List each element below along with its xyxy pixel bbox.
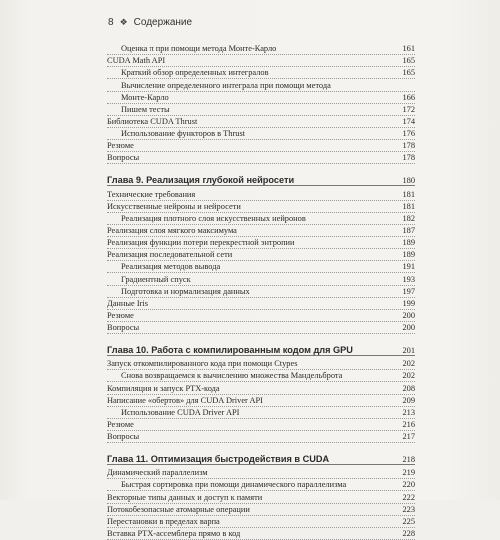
toc-entry-title: Библиотека CUDA Thrust	[107, 116, 198, 126]
toc-entry-title: Быстрая сортировка при помощи динамического параллелизма	[121, 480, 347, 490]
toc-entry[interactable]	[107, 516, 415, 528]
toc-entry[interactable]	[107, 467, 415, 479]
toc-entry[interactable]	[107, 479, 415, 491]
toc-entry-page: 216	[402, 419, 415, 429]
toc-entry-page: 208	[402, 383, 415, 393]
toc-entry-page: 217	[402, 432, 415, 442]
toc-entry[interactable]	[107, 491, 415, 503]
toc-entry[interactable]	[107, 358, 415, 370]
toc-entry-page: 189	[402, 250, 415, 260]
toc-entry-title: Потокобезопасные атомарные операции	[107, 504, 250, 514]
toc-entry-page: 200	[402, 310, 415, 320]
chapter-heading[interactable]	[107, 172, 415, 186]
chapter-heading[interactable]	[107, 451, 415, 465]
toc-entry-title: Реализация методов вывода	[121, 262, 221, 272]
toc-entry-page: 213	[402, 407, 415, 417]
toc-entry-page: 166	[402, 92, 415, 102]
chapter-page-number: 218	[402, 455, 415, 465]
chapter-heading[interactable]	[107, 342, 415, 356]
toc-entry[interactable]	[107, 225, 415, 237]
toc-entry[interactable]	[107, 43, 415, 55]
toc-entry-title: Данные Iris	[107, 298, 148, 308]
toc-entry-page: 202	[402, 371, 415, 381]
chapter-title: Глава 9. Реализация глубокой нейросети	[107, 175, 295, 186]
toc-entry-title: Реализация плотного слоя искусственных нейронов	[121, 213, 306, 223]
toc-entry[interactable]	[107, 370, 415, 382]
chapter-page-number: 180	[402, 176, 415, 186]
toc-entry-page: 222	[402, 492, 415, 502]
toc-entry-page: 181	[402, 201, 415, 211]
toc-entry[interactable]	[107, 419, 415, 431]
toc-entry-page: 187	[402, 225, 415, 235]
toc-entry-title: Использование функторов в Thrust	[121, 129, 246, 139]
toc-entry-page: 174	[402, 116, 415, 126]
toc-entry-page: 219	[402, 468, 415, 478]
toc-entry-title: Реализация последовательной сети	[107, 250, 233, 260]
toc-entry[interactable]	[107, 116, 415, 128]
toc-entry-page: 200	[402, 323, 415, 333]
toc-entry-page: 228	[402, 528, 415, 538]
toc-entry-title: Резюме	[107, 141, 134, 151]
chapter-page-number: 201	[402, 346, 415, 356]
table-of-contents	[107, 43, 415, 540]
toc-entry[interactable]	[107, 79, 415, 91]
toc-entry-title: Вычисление определенного интеграла при помощи метода	[121, 80, 331, 90]
toc-entry-title: Написание «обертов» для CUDA Driver API	[107, 395, 263, 405]
toc-entry-title: Вопросы	[107, 323, 140, 333]
toc-entry[interactable]	[107, 407, 415, 419]
toc-entry-title: Пишем тесты	[121, 104, 170, 114]
toc-entry-page: 165	[402, 68, 415, 78]
toc-entry[interactable]	[107, 201, 415, 213]
toc-entry[interactable]	[107, 213, 415, 225]
toc-entry-page: 178	[402, 141, 415, 151]
toc-entry-title: Вопросы	[107, 153, 140, 163]
toc-entry[interactable]	[107, 273, 415, 285]
toc-entry-page: 225	[402, 516, 415, 526]
toc-entry[interactable]	[107, 104, 415, 116]
toc-entry-page: 181	[402, 189, 415, 199]
toc-entry-page: 199	[402, 298, 415, 308]
toc-entry-title: Вставка PTX-ассемблера прямо в код	[107, 528, 241, 538]
page-number: 8	[108, 17, 114, 28]
toc-entry[interactable]	[107, 128, 415, 140]
toc-entry-title: Монте-Карло	[121, 92, 169, 102]
toc-entry[interactable]	[107, 431, 415, 443]
toc-entry[interactable]	[107, 286, 415, 298]
toc-entry[interactable]	[107, 67, 415, 79]
toc-entry-title: Перестановки в пределах варпа	[107, 516, 220, 526]
toc-entry-title: Реализация слоя мягкого максимума	[107, 225, 237, 235]
toc-entry-title: Динамический параллелизм	[107, 468, 208, 478]
toc-entry[interactable]	[107, 237, 415, 249]
toc-entry[interactable]	[107, 92, 415, 104]
toc-entry-title: Вопросы	[107, 432, 140, 442]
toc-entry-page: 193	[402, 274, 415, 284]
toc-entry-page: 197	[402, 286, 415, 296]
toc-entry-title: Компиляция и запуск PTX-кода	[107, 383, 220, 393]
toc-entry-title: Резюме	[107, 310, 134, 320]
toc-entry-page: 165	[402, 56, 415, 66]
toc-entry[interactable]	[107, 188, 415, 200]
toc-entry-title: Резюме	[107, 419, 134, 429]
toc-entry-page: 209	[402, 395, 415, 405]
toc-entry[interactable]	[107, 382, 415, 394]
toc-entry[interactable]	[107, 504, 415, 516]
toc-entry-title: Использование CUDA Driver API	[121, 407, 240, 417]
toc-entry-title: Подготовка и нормализация данных	[121, 286, 250, 296]
chapter-title: Глава 11. Оптимизация быстродействия в CUDA	[107, 454, 330, 465]
toc-entry-page: 223	[402, 504, 415, 514]
toc-entry[interactable]	[107, 55, 415, 67]
toc-entry[interactable]	[107, 249, 415, 261]
toc-entry-title: Искусственные нейроны и нейросети	[107, 201, 241, 211]
toc-entry-page: 191	[402, 262, 415, 272]
toc-entry-page: 220	[402, 480, 415, 490]
toc-entry-title: Технические требования	[107, 189, 196, 199]
toc-entry-title: Краткий обзор определенных интегралов	[121, 68, 269, 78]
toc-entry-page: 202	[402, 359, 415, 369]
toc-entry-title: Снова возвращаемся к вычислению множества Мандельброта	[121, 371, 343, 381]
toc-entry-title: Оценка π при помощи метода Монте-Карло	[121, 44, 277, 54]
toc-entry-page: 161	[402, 44, 415, 54]
toc-entry[interactable]	[107, 152, 415, 164]
toc-entry[interactable]	[107, 298, 415, 310]
toc-entry[interactable]	[107, 261, 415, 273]
ornament-icon: ❖	[119, 17, 128, 27]
toc-entry[interactable]	[107, 528, 415, 540]
page-header	[108, 17, 192, 28]
toc-entry-page: 172	[402, 104, 415, 114]
toc-entry[interactable]	[107, 140, 415, 152]
toc-entry-title: Векторные типы данных и доступ к памяти	[107, 492, 263, 502]
toc-entry-page: 189	[402, 238, 415, 248]
toc-entry-title: Реализация функции потери перекрестной энтропии	[107, 238, 295, 248]
toc-entry[interactable]	[107, 310, 415, 322]
chapter-title: Глава 10. Работа с компилированным кодом для GPU	[107, 345, 353, 356]
toc-entry-page: 178	[402, 153, 415, 163]
toc-entry-page: 182	[402, 213, 415, 223]
toc-entry-title: Запуск откомпилированного кода при помощи Ctypes	[107, 359, 298, 369]
toc-entry-page: 176	[402, 129, 415, 139]
toc-entry[interactable]	[107, 395, 415, 407]
toc-entry-title: Градиентный спуск	[121, 274, 191, 284]
toc-entry[interactable]	[107, 322, 415, 334]
section-title: Содержание	[133, 17, 193, 28]
toc-entry-title: CUDA Math API	[107, 56, 166, 66]
